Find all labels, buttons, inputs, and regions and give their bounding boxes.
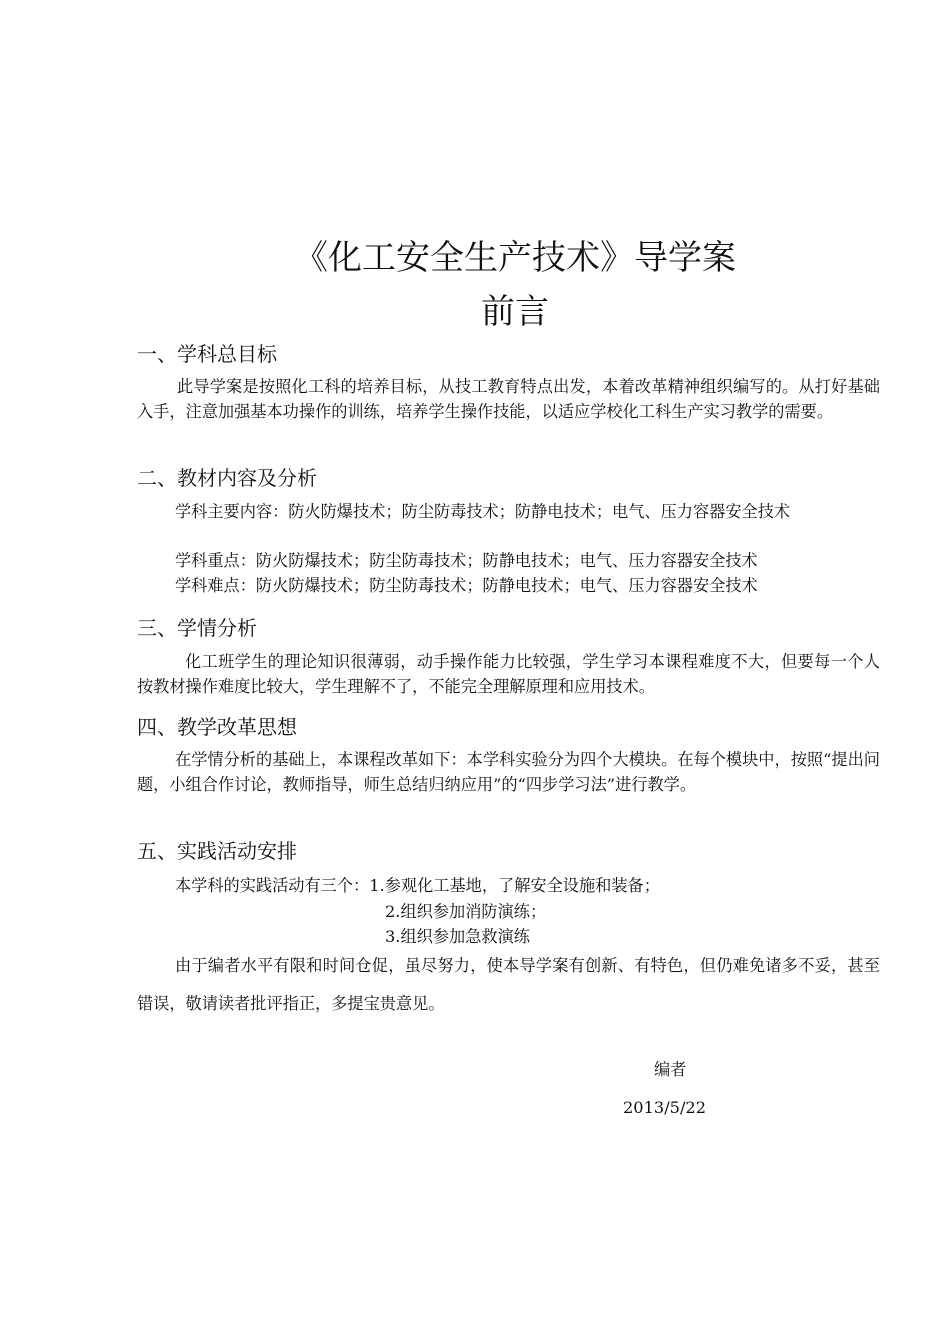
- preface-heading: 前言: [481, 292, 549, 332]
- document-title: 《化工安全生产技术》导学案: [294, 238, 736, 278]
- section-heading: 三、学情分析: [137, 616, 257, 640]
- section-heading: 五、实践活动安排: [137, 839, 297, 863]
- paragraph: 学科重点：防火防爆技术；防尘防毒技术；防静电技术；电气、压力容器安全技术: [175, 551, 758, 570]
- section-heading: 二、教材内容及分析: [137, 466, 317, 490]
- signature-date: 2013/5/22: [623, 1098, 707, 1117]
- paragraph: 学科主要内容：防火防爆技术；防尘防毒技术；防静电技术；电气、压力容器安全技术: [175, 502, 791, 521]
- section-heading: 四、教学改革思想: [137, 715, 297, 739]
- paragraph: 3.组织参加急救演练: [385, 927, 530, 946]
- paragraph: 由于编者水平有限和时间仓促，虽尽努力，使本导学案有创新、有特色，但仍难免诸多不妥，甚至错误，敬请读者批评指正，多提宝贵意见。: [137, 956, 880, 1013]
- paragraph: 本学科的实践活动有三个：1.参观化工基地，了解安全设施和装备；: [175, 876, 660, 895]
- paragraph: 学科难点：防火防爆技术；防尘防毒技术；防静电技术；电气、压力容器安全技术: [175, 576, 758, 595]
- paragraph: 在学情分析的基础上，本课程改革如下：本学科实验分为四个大模块。在每个模块中，按照“提出问题，小组合作讨论，教师指导，师生总结归纳应用”的“四步学习法”进行教学。: [137, 750, 880, 794]
- author-signature: 编者: [654, 1060, 687, 1079]
- paragraph: 化工班学生的理论知识很薄弱，动手操作能力比较强，学生学习本课程难度不大，但要每一个人按教材操作难度比较大，学生理解不了，不能完全理解原理和应用技术。: [137, 652, 880, 696]
- paragraph: 此导学案是按照化工科的培养目标，从技工教育特点出发，本着改革精神组织编写的。从打好基础入手，注意加强基本功操作的训练，培养学生操作技能，以适应学校化工科生产实习教学的需要。: [137, 377, 880, 421]
- paragraph: 2.组织参加消防演练；: [385, 902, 547, 921]
- section-heading: 一、学科总目标: [137, 342, 277, 366]
